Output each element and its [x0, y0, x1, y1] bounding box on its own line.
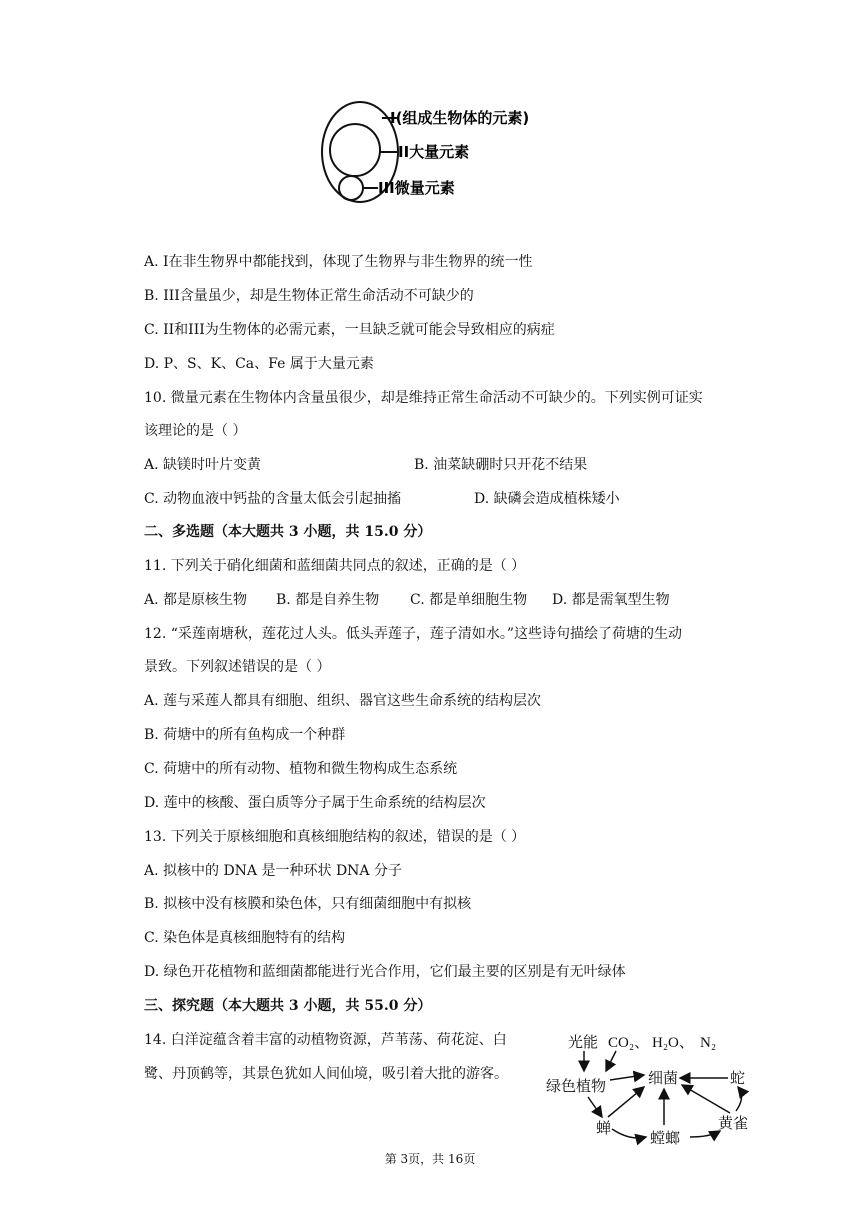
arrow-co2-to-plant [606, 1051, 616, 1071]
q9-option-c: C. II和III为生物体的必需元素，一旦缺乏就可能会导致相应的病症 [144, 322, 555, 338]
q10-stem-line2: 该理论的是（ ） [144, 423, 247, 439]
q11-stem: 11. 下列关于硝化细菌和蓝细菌共同点的叙述，正确的是（ ） [144, 558, 526, 574]
q12-stem-line1: 12. “采莲南塘秋，莲花过人头。低头弄莲子，莲子清如水。”这些诗句描绘了荷塘的生动 [144, 626, 683, 642]
label-h2o: H₂O、 [652, 1035, 694, 1051]
venn-label-iii: III微量元素 [378, 179, 455, 197]
arrow-mantis-to-oriole [690, 1131, 720, 1137]
section-heading-inquiry: 三、探究题（本大题共 3 小题，共 55.0 分） [144, 998, 432, 1014]
label-bacteria: 细菌 [648, 1069, 679, 1087]
q10-option-b: B. 油菜缺硼时只开花不结果 [414, 457, 588, 473]
q13-stem: 13. 下列关于原核细胞和真核细胞结构的叙述，错误的是（ ） [144, 829, 526, 845]
q12-option-d: D. 莲中的核酸、蛋白质等分子属于生命系统的结构层次 [144, 795, 486, 811]
q13-option-b: B. 拟核中没有核膜和染色体，只有细菌细胞中有拟核 [144, 896, 472, 912]
arrow-oriole-to-snake [736, 1087, 742, 1111]
q9-option-d: D. P、S、K、Ca、Fe 属于大量元素 [144, 356, 374, 372]
label-snake: 蛇 [730, 1069, 746, 1087]
q14-stem-line2: 鹭、丹顶鹤等，其景色犹如人间仙境，吸引着大批的游客。 [144, 1066, 508, 1082]
q13-option-c: C. 染色体是真核细胞特有的结构 [144, 930, 346, 946]
q10-option-c: C. 动物血液中钙盐的含量太低会引起抽搐 [144, 491, 402, 507]
label-light-energy: 光能 [568, 1033, 599, 1051]
element-venn-diagram [320, 100, 560, 210]
label-oriole: 黄雀 [718, 1114, 749, 1132]
label-co2: CO₂、 [608, 1035, 650, 1051]
arrow-oriole-to-bacteria [682, 1085, 730, 1113]
q13-option-d: D. 绿色开花植物和蓝细菌都能进行光合作用，它们最主要的区别是有无叶绿体 [144, 964, 626, 980]
q12-stem-line2: 景致。下列叙述错误的是（ ） [144, 659, 331, 675]
section-heading-multiple-choice: 二、多选题（本大题共 3 小题，共 15.0 分） [144, 524, 432, 540]
q12-option-a: A. 莲与采莲人都具有细胞、组织、器官这些生命系统的结构层次 [144, 693, 542, 709]
arrow-cicada-to-bacteria [608, 1087, 644, 1117]
q9-option-b: B. III含量虽少，却是生物体正常生命活动不可缺少的 [144, 288, 474, 304]
label-n2: N₂ [700, 1035, 717, 1051]
q11-option-a: A. 都是原核生物 [144, 592, 248, 608]
q12-option-b: B. 荷塘中的所有鱼构成一个种群 [144, 727, 346, 743]
label-green-plant: 绿色植物 [546, 1077, 607, 1095]
inner-ellipse-iii [339, 176, 363, 200]
venn-label-ii: II大量元素 [398, 143, 470, 161]
q13-option-a: A. 拟核中的 DNA 是一种环状 DNA 分子 [144, 863, 402, 879]
q11-option-c: C. 都是单细胞生物 [410, 592, 528, 608]
q12-option-c: C. 荷塘中的所有动物、植物和微生物构成生态系统 [144, 761, 458, 777]
arrow-plant-to-bacteria [610, 1075, 644, 1080]
page-footer: 第 3页，共 16页 [384, 1152, 476, 1166]
q9-option-a: A. I在非生物界中都能找到，体现了生物界与非生物界的统一性 [144, 254, 533, 270]
label-mantis: 螳螂 [650, 1129, 681, 1147]
arrow-cicada-to-mantis [612, 1129, 646, 1138]
label-cicada: 蝉 [596, 1119, 612, 1137]
arrow-plant-to-cicada [588, 1097, 602, 1117]
q14-stem-line1: 14. 白洋淀蕴含着丰富的动植物资源，芦苇荡、荷花淀、白 [144, 1032, 507, 1048]
venn-label-i: I(组成生物体的元素) [390, 109, 530, 127]
q11-option-d: D. 都是需氧型生物 [552, 592, 670, 608]
q11-option-b: B. 都是自养生物 [276, 592, 380, 608]
q10-stem-line1: 10. 微量元素在生物体内含量虽很少，却是维持正常生命活动不可缺少的。下列实例可证实 [144, 390, 703, 406]
q10-option-d: D. 缺磷会造成植株矮小 [474, 491, 620, 507]
middle-ellipse-ii [330, 124, 380, 176]
food-web-diagram [540, 1025, 755, 1150]
q10-option-a: A. 缺镁时叶片变黄 [144, 457, 262, 473]
